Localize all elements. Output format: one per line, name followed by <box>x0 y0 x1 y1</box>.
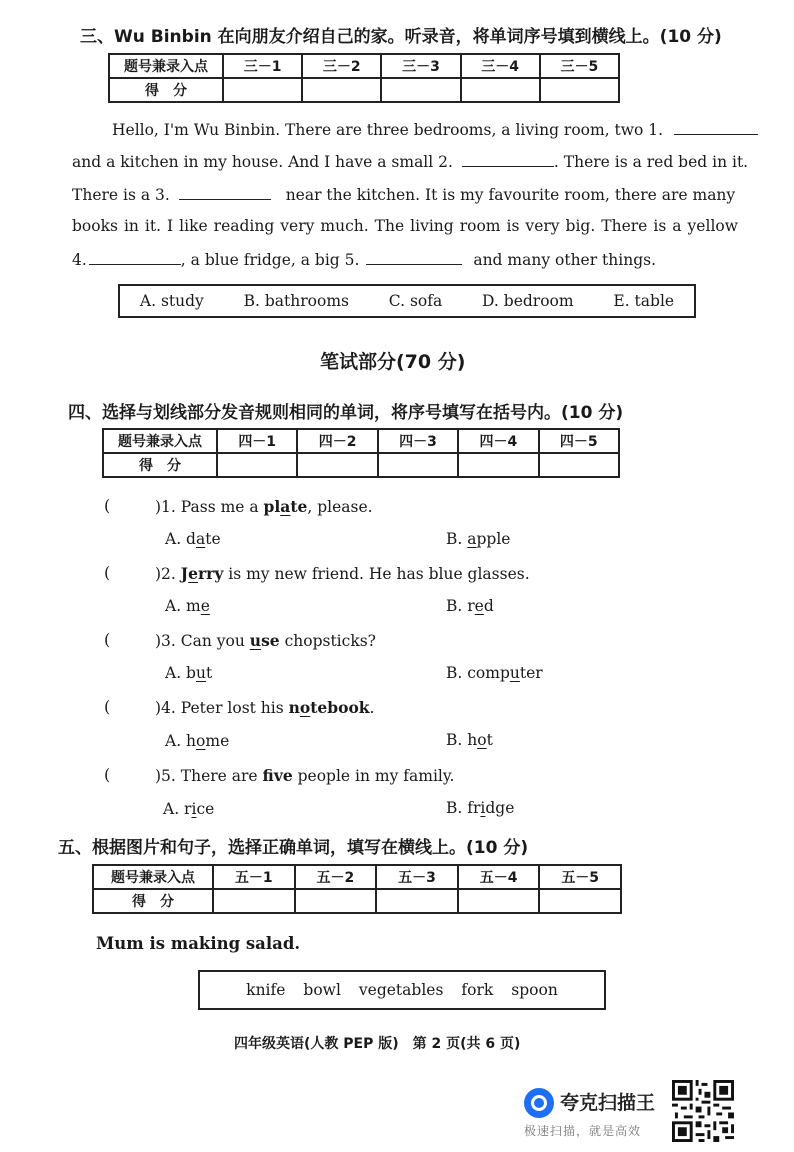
score-input-cell[interactable] <box>540 78 619 102</box>
answer-blank-2[interactable] <box>462 152 554 167</box>
score-input-cell[interactable] <box>302 78 381 102</box>
keyword-part: n <box>288 698 300 717</box>
question-text: chopsticks? <box>279 632 376 650</box>
score-input-cell[interactable] <box>539 889 621 913</box>
option-b <box>446 530 510 548</box>
question-text: )3. Can you <box>155 632 250 650</box>
passage-text: There is a 3. <box>72 186 170 204</box>
option-underlined: o <box>477 731 487 749</box>
table-col-cell: 四－1 <box>217 429 297 453</box>
written-part-title: 笔试部分(70 分) <box>320 351 466 373</box>
option-underlined: o <box>196 732 206 750</box>
table-score-label: 得 分 <box>93 889 213 913</box>
answer-paren[interactable]: ( <box>104 765 111 784</box>
option-b <box>446 664 543 682</box>
score-input-cell[interactable] <box>461 78 540 102</box>
option-item: E. table <box>613 292 675 310</box>
answer-blank-4[interactable] <box>89 250 181 265</box>
score-input-cell[interactable] <box>458 889 540 913</box>
passage-text: , a blue fridge, a big 5. <box>180 251 360 269</box>
table-header-cell: 题号兼录入点 <box>109 54 223 78</box>
passage-text: and a kitchen in my house. And I have a small 2. <box>72 153 453 171</box>
option-underlined: u <box>195 664 206 682</box>
option-text: B. fr <box>446 799 481 817</box>
qr-code-icon <box>672 1080 734 1142</box>
answer-blank-3[interactable] <box>179 185 271 200</box>
score-input-cell[interactable] <box>378 453 458 477</box>
option-a <box>165 664 212 682</box>
option-text: t <box>205 664 213 682</box>
score-input-cell[interactable] <box>458 453 538 477</box>
table-col-cell: 五－1 <box>213 865 295 889</box>
option-text: B. h <box>446 731 478 749</box>
table-col-cell: 五－4 <box>458 865 540 889</box>
option-a <box>165 597 210 615</box>
option-a <box>163 800 214 818</box>
scanner-logo-icon <box>524 1088 554 1118</box>
word-bank-item: knife <box>246 981 286 999</box>
question-3 <box>155 631 376 650</box>
option-text: te <box>205 530 221 548</box>
option-underlined: i <box>480 799 486 817</box>
watermark-brand: 夸克扫描王 <box>560 1092 656 1114</box>
score-input-cell[interactable] <box>295 889 377 913</box>
keyword-underlined: e <box>188 564 198 583</box>
option-item: B. bathrooms <box>243 292 349 310</box>
question-5 <box>155 766 454 785</box>
section5-title: 五、根据图片和句子，选择正确单词，填写在横线上。(10 分) <box>58 838 529 858</box>
option-underlined: i <box>191 800 197 818</box>
option-text: me <box>205 732 230 750</box>
keyword-underlined: u <box>249 631 262 650</box>
word-bank-item: fork <box>461 981 494 999</box>
table-col-cell: 五－5 <box>539 865 621 889</box>
option-text: ter <box>519 664 543 682</box>
keyword-part: f <box>262 766 274 785</box>
score-input-cell[interactable] <box>539 453 619 477</box>
option-text: B. r <box>446 597 475 615</box>
table-header-cell: 题号兼录入点 <box>93 865 213 889</box>
keyword-part: ve <box>273 766 293 785</box>
passage-line: books in it. I like reading very much. The living room is very big. There is a yellow <box>72 217 738 235</box>
keyword-underlined: o <box>299 698 311 717</box>
keyword-part: te <box>290 497 308 516</box>
section5-score-table <box>92 864 622 914</box>
keyword-part: tebook <box>310 698 370 717</box>
score-input-cell[interactable] <box>213 889 295 913</box>
options-box <box>118 284 696 318</box>
example-sentence: Mum is making salad. <box>96 934 301 953</box>
option-underlined: a <box>195 530 206 548</box>
question-text: is my new friend. He has blue glasses. <box>223 565 530 583</box>
question-text: )2. <box>155 565 181 583</box>
table-col-cell: 五－3 <box>376 865 458 889</box>
question-text: )1. Pass me a <box>155 498 264 516</box>
passage-text: Hello, I'm Wu Binbin. There are three bedrooms, a living room, two 1. <box>112 121 664 139</box>
table-col-cell: 四－3 <box>378 429 458 453</box>
section3-score-table <box>108 53 620 103</box>
option-item: A. study <box>139 292 204 310</box>
option-b <box>446 731 493 749</box>
option-item: C. sofa <box>388 292 443 310</box>
table-col-cell: 四－2 <box>297 429 377 453</box>
table-col-cell: 四－5 <box>539 429 619 453</box>
score-input-cell[interactable] <box>297 453 377 477</box>
option-text: A. r <box>163 800 192 818</box>
option-underlined: u <box>509 664 520 682</box>
option-text: A. h <box>165 732 197 750</box>
option-text: d <box>483 597 494 615</box>
question-text: , please. <box>307 498 373 516</box>
answer-paren[interactable]: ( <box>104 496 111 515</box>
option-underlined: e <box>474 597 484 615</box>
table-col-cell: 三－1 <box>223 54 302 78</box>
passage-text: . There is a red bed in it. <box>553 153 749 171</box>
answer-blank-5[interactable] <box>366 250 462 265</box>
option-text: B. comp <box>446 664 510 682</box>
table-col-cell: 三－2 <box>302 54 381 78</box>
option-item: D. bedroom <box>482 292 574 310</box>
passage-line <box>72 250 738 269</box>
answer-paren[interactable]: ( <box>104 563 111 582</box>
question-4 <box>155 698 374 717</box>
option-text: A. b <box>165 664 196 682</box>
answer-blank-1[interactable] <box>674 120 758 135</box>
option-text: B. <box>446 530 468 548</box>
passage-line <box>72 185 738 204</box>
passage-text: near the kitchen. It is my favourite room, there are many <box>285 186 736 204</box>
option-text: A. d <box>165 530 196 548</box>
keyword-part: rry <box>197 564 224 583</box>
table-header-cell: 题号兼录入点 <box>103 429 217 453</box>
option-text: pple <box>476 530 511 548</box>
option-text: t <box>486 731 493 749</box>
option-b <box>446 597 494 615</box>
section4-title: 四、选择与划线部分发音规则相同的单词，将序号填写在括号内。(10 分) <box>68 403 624 423</box>
question-text: )5. There are <box>155 767 263 785</box>
question-text: . <box>369 699 375 717</box>
word-bank-item: bowl <box>303 981 341 999</box>
passage-text: and many other things. <box>473 251 657 269</box>
page-footer: 四年级英语(人教 PEP 版) 第 2 页(共 6 页) <box>234 1036 521 1052</box>
passage-line <box>112 120 738 139</box>
table-col-cell: 四－4 <box>458 429 538 453</box>
option-underlined: e <box>200 597 210 615</box>
keyword-part: pl <box>263 497 281 516</box>
table-score-label: 得 分 <box>109 78 223 102</box>
option-underlined: a <box>467 530 477 548</box>
question-1 <box>155 497 373 516</box>
option-a <box>165 530 221 548</box>
section3-title: 三、Wu Binbin 在向朋友介绍自己的家。听录音，将单词序号填到横线上。(10 分) <box>80 27 722 47</box>
option-text: ce <box>196 800 215 818</box>
keyword-part: se <box>261 631 280 650</box>
word-bank-item: vegetables <box>358 981 444 999</box>
section4-score-table <box>102 428 620 478</box>
score-input-cell[interactable] <box>376 889 458 913</box>
option-b <box>446 799 514 817</box>
passage-line <box>72 152 749 171</box>
answer-paren[interactable]: ( <box>104 697 111 716</box>
table-col-cell: 三－3 <box>381 54 460 78</box>
table-col-cell: 五－2 <box>295 865 377 889</box>
table-col-cell: 三－5 <box>540 54 619 78</box>
score-input-cell[interactable] <box>217 453 297 477</box>
table-col-cell: 三－4 <box>461 54 540 78</box>
option-text: A. m <box>165 597 201 615</box>
word-bank-item: spoon <box>511 981 558 999</box>
keyword-part: J <box>180 564 189 583</box>
table-score-label: 得 分 <box>103 453 217 477</box>
question-text: people in my family. <box>292 767 455 785</box>
option-a <box>165 732 229 750</box>
score-input-cell[interactable] <box>381 78 460 102</box>
word-bank-box <box>198 970 606 1010</box>
answer-paren[interactable]: ( <box>104 630 111 649</box>
question-text: )4. Peter lost his <box>155 699 289 717</box>
question-2 <box>155 564 530 583</box>
option-text: dge <box>485 799 515 817</box>
score-input-cell[interactable] <box>223 78 302 102</box>
watermark-tagline: 极速扫描，就是高效 <box>524 1124 642 1138</box>
passage-text: 4. <box>72 251 87 269</box>
keyword-underlined: a <box>280 497 291 516</box>
